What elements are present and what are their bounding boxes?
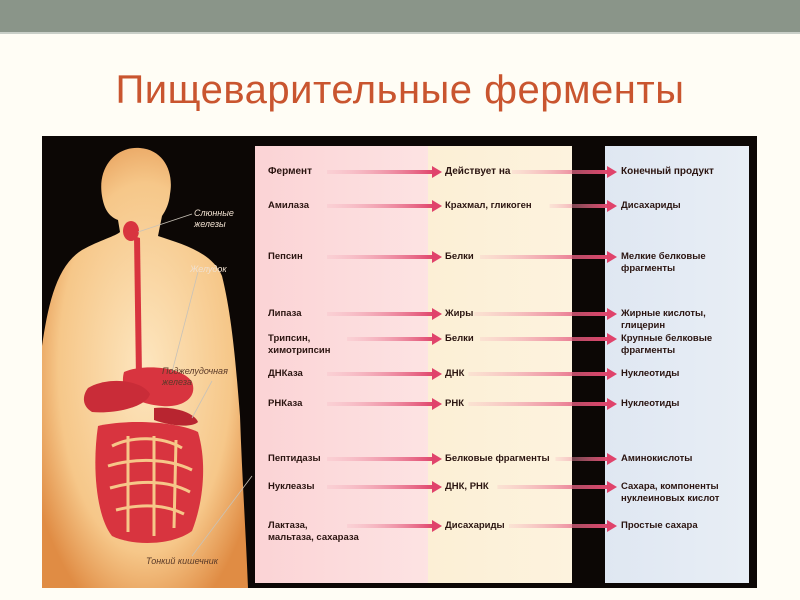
enzyme-name: Пепсин [268, 251, 303, 262]
label-salivary-glands: Слюнные железы [194, 208, 234, 229]
end-product: Жирные кислоты, глицерин [621, 308, 706, 331]
target-arrow [474, 308, 617, 320]
label-small-intestine: Тонкий кишечник [146, 556, 219, 566]
target-substrate: РНК [445, 398, 464, 409]
label-stomach: Желудок [190, 264, 227, 274]
enzyme-name: Трипсин, химотрипсин [268, 333, 331, 356]
enzyme-arrow [327, 251, 442, 263]
target-arrow [550, 200, 617, 212]
enzyme-name: РНКаза [268, 398, 303, 409]
enzyme-name: Липаза [268, 308, 302, 319]
enzyme-arrow [327, 481, 442, 493]
end-product: Аминокислоты [621, 453, 693, 464]
target-substrate: ДНК [445, 368, 465, 379]
header-arrow-2 [512, 166, 617, 178]
target-arrow [480, 251, 617, 263]
top-bar [0, 0, 800, 32]
end-product: Простые сахара [621, 520, 698, 531]
header-acts-on: Действует на [445, 166, 511, 177]
target-substrate: Дисахариды [445, 520, 505, 531]
enzyme-name: Амилаза [268, 200, 310, 211]
enzyme-name: Пептидазы [268, 453, 321, 464]
enzyme-diagram-panel [42, 136, 757, 588]
enzyme-arrow [327, 200, 442, 212]
end-product: Сахара, компоненты нуклеиновых кислот [621, 481, 720, 504]
enzyme-arrow [327, 398, 442, 410]
target-substrate: Белки [445, 251, 474, 262]
target-substrate: Жиры [445, 308, 474, 319]
end-product: Нуклеотиды [621, 368, 680, 379]
end-product: Мелкие белковые фрагменты [621, 251, 706, 274]
target-arrow [509, 520, 617, 532]
end-product: Нуклеотиды [621, 398, 680, 409]
slide-title: Пищеварительные ферменты [115, 68, 685, 112]
enzyme-arrow [347, 333, 442, 345]
enzyme-arrow [347, 520, 442, 532]
enzyme-arrow [327, 308, 442, 320]
target-substrate: Белковые фрагменты [445, 453, 550, 464]
target-substrate: ДНК, РНК [445, 481, 489, 492]
enzyme-name: ДНКаза [268, 368, 303, 379]
label-pancreas: Поджелудочная железа [162, 366, 228, 387]
end-product: Крупные белковые фрагменты [621, 333, 713, 356]
target-arrow [468, 368, 617, 380]
target-substrate: Крахмал, гликоген [445, 200, 532, 211]
enzyme-name: Лактаза, мальтаза, сахараза [268, 520, 359, 543]
header-enzyme: Фермент [268, 166, 312, 177]
enzyme-arrow [327, 368, 442, 380]
header-product: Конечный продукт [621, 166, 714, 177]
header-arrow-1 [327, 166, 442, 178]
end-product: Дисахариды [621, 200, 681, 211]
target-arrow [497, 481, 617, 493]
target-arrow [480, 333, 617, 345]
target-arrow [555, 453, 617, 465]
target-arrow [468, 398, 617, 410]
target-substrate: Белки [445, 333, 474, 344]
enzyme-name: Нуклеазы [268, 481, 315, 492]
enzyme-arrow [327, 453, 442, 465]
